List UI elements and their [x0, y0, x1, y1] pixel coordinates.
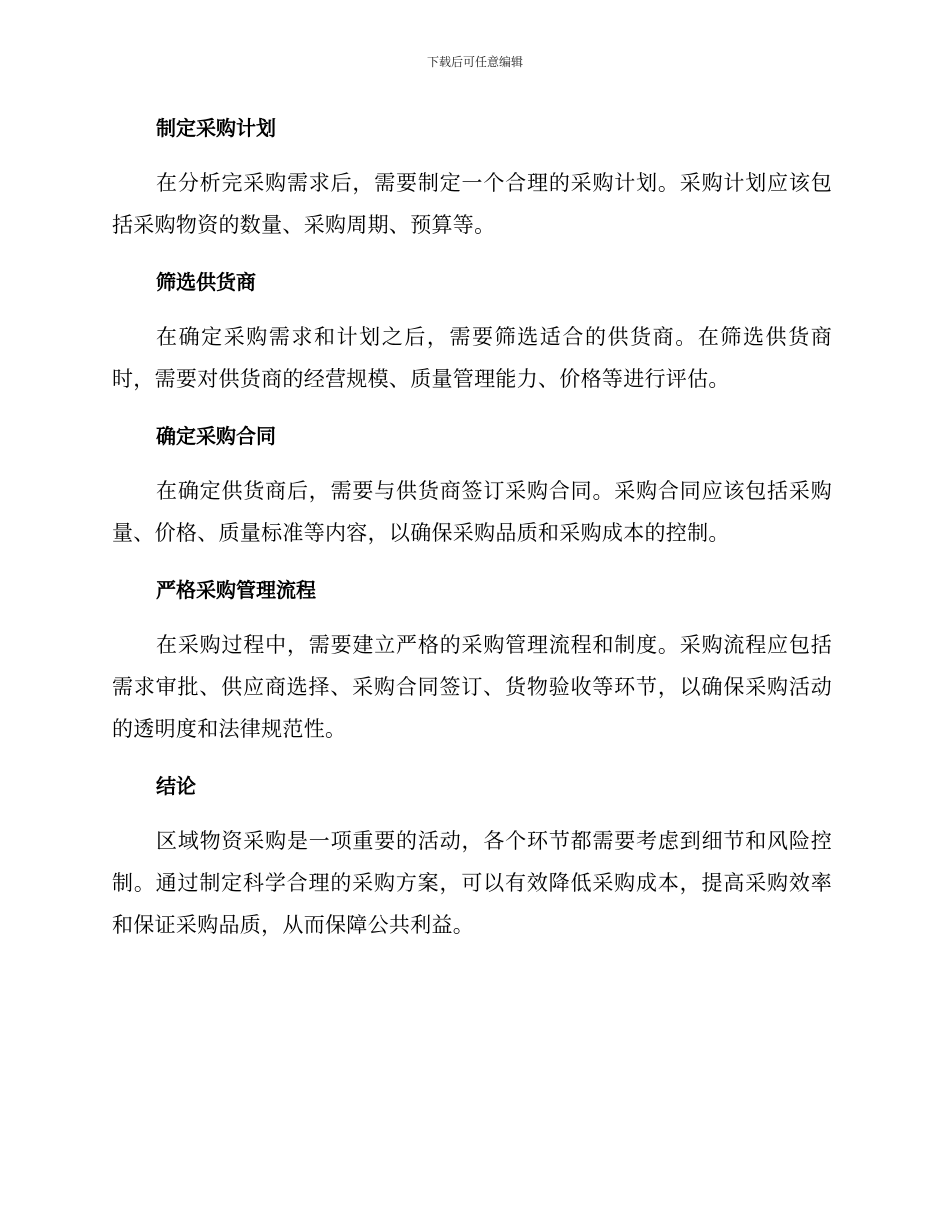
- header-note: 下载后可任意编辑: [426, 55, 523, 69]
- section-paragraph: 在分析完采购需求后，需要制定一个合理的采购计划。采购计划应该包括采购物资的数量、采购周期、预算等。: [112, 171, 832, 237]
- section-paragraph: 在确定供货商后，需要与供货商签订采购合同。采购合同应该包括采购量、价格、质量标准等内容，以确保采购品质和采购成本的控制。: [112, 479, 832, 545]
- section-purchase-contract: [112, 416, 832, 554]
- section-paragraph: 在确定采购需求和计划之后，需要筛选适合的供货商。在筛选供货商时，需要对供货商的经营规模、质量管理能力、价格等进行评估。: [112, 325, 832, 391]
- section-conclusion: [112, 766, 832, 946]
- section-management-process: [112, 570, 832, 750]
- document-body: [112, 108, 832, 962]
- section-heading: 严格采购管理流程: [156, 578, 316, 602]
- section-purchase-plan: [112, 108, 832, 246]
- section-heading: 筛选供货商: [156, 270, 256, 294]
- section-heading: 制定采购计划: [156, 116, 276, 140]
- section-paragraph: 在采购过程中，需要建立严格的采购管理流程和制度。采购流程应包括需求审批、供应商选择、采购合同签订、货物验收等环节，以确保采购活动的透明度和法律规范性。: [112, 633, 832, 741]
- section-heading: 确定采购合同: [156, 424, 276, 448]
- section-paragraph: 区域物资采购是一项重要的活动，各个环节都需要考虑到细节和风险控制。通过制定科学合理的采购方案，可以有效降低采购成本，提高采购效率和保证采购品质，从而保障公共利益。: [112, 829, 832, 937]
- section-select-suppliers: [112, 262, 832, 400]
- section-heading: 结论: [156, 774, 196, 798]
